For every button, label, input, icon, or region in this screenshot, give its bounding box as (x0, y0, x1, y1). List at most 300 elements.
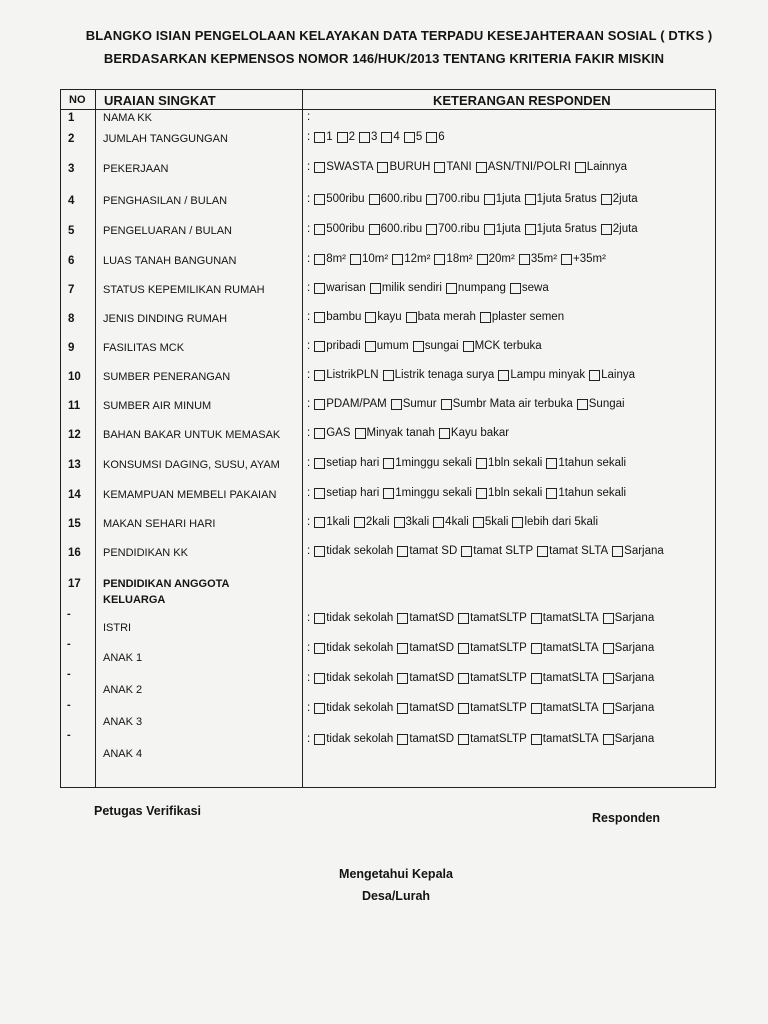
option-item[interactable] (404, 131, 422, 143)
option-item[interactable] (314, 311, 361, 323)
mengetahui-line1: Mengetahui Kepala (339, 867, 453, 881)
column-divider (95, 90, 96, 787)
mengetahui-kepala-desa (316, 863, 476, 907)
option-item[interactable] (531, 733, 599, 745)
option-item[interactable] (314, 282, 366, 294)
option-label: Minyak tanah (366, 427, 435, 439)
option-label: 1bln sekali (487, 457, 543, 469)
checkbox-icon[interactable] (426, 132, 437, 143)
checkbox-icon[interactable] (370, 283, 381, 294)
checkbox-icon[interactable] (480, 312, 491, 323)
option-item[interactable] (537, 545, 608, 557)
dash-mark: - (67, 699, 71, 711)
option-item[interactable] (484, 223, 521, 235)
checkbox-icon[interactable] (314, 458, 325, 469)
option-label: 4kali (445, 516, 469, 528)
checkbox-icon[interactable] (383, 370, 394, 381)
option-item[interactable] (314, 702, 393, 714)
option-item[interactable] (383, 369, 495, 381)
option-label: tamatSLTA (542, 702, 599, 714)
option-item[interactable] (473, 516, 509, 528)
checkbox-icon[interactable] (314, 224, 325, 235)
checkbox-icon[interactable] (484, 194, 495, 205)
response-field (307, 642, 658, 654)
checkbox-icon[interactable] (377, 162, 388, 173)
option-item[interactable] (561, 253, 606, 265)
checkbox-icon[interactable] (314, 673, 325, 684)
option-item[interactable] (531, 672, 599, 684)
option-item[interactable] (426, 131, 444, 143)
checkbox-icon[interactable] (601, 224, 612, 235)
checkbox-icon[interactable] (476, 488, 487, 499)
row-number: 15 (68, 518, 81, 530)
colon-mark: : (307, 193, 311, 205)
row-label: PENGELUARAN / BULAN (103, 225, 232, 237)
checkbox-icon[interactable] (314, 734, 325, 745)
row-label: SUMBER AIR MINUM (103, 400, 212, 412)
option-item[interactable] (383, 487, 472, 499)
checkbox-icon[interactable] (477, 254, 488, 265)
option-label: 1bln sekali (487, 487, 543, 499)
checkbox-icon[interactable] (314, 341, 325, 352)
row-label: NAMA KK (103, 112, 152, 124)
option-item[interactable] (397, 612, 454, 624)
row-number: 4 (68, 195, 75, 207)
option-item[interactable] (480, 311, 564, 323)
response-field (307, 702, 658, 714)
option-item[interactable] (397, 642, 454, 654)
checkbox-icon[interactable] (354, 517, 365, 528)
checkbox-icon[interactable] (577, 399, 588, 410)
option-label: tamat SD (409, 545, 458, 557)
option-label: +35m² (573, 253, 606, 265)
checkbox-icon[interactable] (476, 458, 487, 469)
option-label: Lainya (601, 369, 636, 381)
option-item[interactable] (498, 369, 585, 381)
checkbox-icon[interactable] (434, 162, 445, 173)
response-field (307, 427, 513, 439)
checkbox-icon[interactable] (404, 132, 415, 143)
checkbox-icon[interactable] (531, 673, 542, 684)
checkbox-icon[interactable] (525, 224, 536, 235)
option-label: 700.ribu (438, 223, 480, 235)
option-label: tamat SLTA (549, 545, 609, 557)
option-item[interactable] (394, 516, 430, 528)
option-label: ASN/TNI/POLRI (487, 161, 571, 173)
checkbox-icon[interactable] (314, 370, 325, 381)
checkbox-icon[interactable] (612, 546, 623, 557)
checkbox-icon[interactable] (426, 194, 437, 205)
option-label: SWASTA (326, 161, 374, 173)
checkbox-icon[interactable] (365, 312, 376, 323)
checkbox-icon[interactable] (337, 132, 348, 143)
option-item[interactable] (603, 642, 655, 654)
row-label: SUMBER PENERANGAN (103, 371, 231, 383)
checkbox-icon[interactable] (439, 428, 450, 439)
option-label: 20m² (488, 253, 515, 265)
row-number: 7 (68, 284, 75, 296)
checkbox-icon[interactable] (519, 254, 530, 265)
option-item[interactable] (525, 223, 597, 235)
response-field (307, 161, 631, 173)
option-label: 2juta (612, 223, 638, 235)
option-item[interactable] (433, 516, 469, 528)
row-label-line2: KELUARGA (103, 594, 166, 606)
option-item[interactable] (314, 642, 393, 654)
row-label: MAKAN SEHARI HARI (103, 518, 216, 530)
option-item[interactable] (439, 427, 509, 439)
checkbox-icon[interactable] (391, 399, 402, 410)
option-label: 18m² (446, 253, 473, 265)
checkbox-icon[interactable] (314, 488, 325, 499)
checkbox-icon[interactable] (397, 643, 408, 654)
option-item[interactable] (531, 612, 599, 624)
row-label: JENIS DINDING RUMAH (103, 313, 228, 325)
option-label: GAS (326, 427, 351, 439)
checkbox-icon[interactable] (392, 254, 403, 265)
option-item[interactable] (365, 311, 401, 323)
option-item[interactable] (601, 193, 638, 205)
checkbox-icon[interactable] (458, 673, 469, 684)
checkbox-icon[interactable] (575, 162, 586, 173)
option-item[interactable] (354, 516, 390, 528)
checkbox-icon[interactable] (441, 399, 452, 410)
colon-mark: : (307, 369, 311, 381)
row-number: 11 (68, 400, 81, 412)
checkbox-icon[interactable] (314, 132, 325, 143)
checkbox-icon[interactable] (394, 517, 405, 528)
option-item[interactable] (350, 253, 388, 265)
checkbox-icon[interactable] (433, 517, 444, 528)
dash-mark: - (67, 608, 71, 620)
checkbox-icon[interactable] (603, 734, 614, 745)
checkbox-icon[interactable] (314, 399, 325, 410)
option-item[interactable] (601, 223, 638, 235)
row-number: 16 (68, 547, 81, 559)
checkbox-icon[interactable] (397, 703, 408, 714)
checkbox-icon[interactable] (531, 734, 542, 745)
option-item[interactable] (314, 516, 350, 528)
checkbox-icon[interactable] (406, 312, 417, 323)
checkbox-icon[interactable] (589, 370, 600, 381)
option-item[interactable] (314, 398, 387, 410)
checkbox-icon[interactable] (531, 613, 542, 624)
checkbox-icon[interactable] (397, 613, 408, 624)
option-label: Sarjana (614, 733, 655, 745)
checkbox-icon[interactable] (603, 643, 614, 654)
option-item[interactable] (434, 161, 471, 173)
option-item[interactable] (426, 193, 480, 205)
checkbox-icon[interactable] (446, 283, 457, 294)
option-label: 1juta (495, 223, 521, 235)
row-label: PENDIDIKAN KK (103, 547, 188, 559)
option-item[interactable] (476, 161, 571, 173)
checkbox-icon[interactable] (383, 488, 394, 499)
option-item[interactable] (314, 733, 393, 745)
option-item[interactable] (577, 398, 625, 410)
option-item[interactable] (355, 427, 435, 439)
option-item[interactable] (314, 457, 379, 469)
option-item[interactable] (314, 193, 364, 205)
option-label: setiap hari (326, 457, 380, 469)
row-label: KEMAMPUAN MEMBELI PAKAIAN (103, 489, 277, 501)
option-label: MCK terbuka (474, 340, 542, 352)
checkbox-icon[interactable] (546, 458, 557, 469)
checkbox-icon[interactable] (314, 194, 325, 205)
option-item[interactable] (314, 253, 346, 265)
row-label: BAHAN BAKAR UNTUK MEMASAK (103, 429, 281, 441)
option-item[interactable] (434, 253, 472, 265)
option-label: tamatSD (409, 733, 455, 745)
option-label: umum (376, 340, 409, 352)
option-item[interactable] (314, 223, 364, 235)
checkbox-icon[interactable] (383, 458, 394, 469)
option-item[interactable] (397, 733, 454, 745)
option-item[interactable] (359, 131, 377, 143)
member-label: ISTRI (103, 622, 132, 634)
option-item[interactable] (484, 193, 521, 205)
dash-mark: - (67, 668, 71, 680)
checkbox-icon[interactable] (461, 546, 472, 557)
option-item[interactable] (314, 161, 373, 173)
checkbox-icon[interactable] (463, 341, 474, 352)
header-no: NO (69, 94, 86, 106)
checkbox-icon[interactable] (314, 162, 325, 173)
option-item[interactable] (525, 193, 597, 205)
checkbox-icon[interactable] (476, 162, 487, 173)
option-label: tamatSD (409, 702, 455, 714)
option-item[interactable] (458, 733, 527, 745)
checkbox-icon[interactable] (546, 488, 557, 499)
response-field (307, 311, 568, 323)
option-item[interactable] (575, 161, 627, 173)
option-item[interactable] (314, 672, 393, 684)
option-label: sungai (424, 340, 459, 352)
checkbox-icon[interactable] (381, 132, 392, 143)
checkbox-icon[interactable] (397, 673, 408, 684)
checkbox-icon[interactable] (458, 703, 469, 714)
checkbox-icon[interactable] (601, 194, 612, 205)
option-label: Sarjana (614, 672, 655, 684)
option-label: Sungai (588, 398, 625, 410)
option-label: 4 (393, 131, 400, 143)
row-number: 14 (68, 489, 81, 501)
checkbox-icon[interactable] (397, 546, 408, 557)
header-divider (61, 109, 715, 110)
response-field (307, 545, 668, 557)
option-item[interactable] (461, 545, 533, 557)
checkbox-icon[interactable] (314, 312, 325, 323)
option-item[interactable] (458, 672, 527, 684)
option-label: TANI (446, 161, 472, 173)
option-item[interactable] (314, 487, 379, 499)
option-label: Sarjana (624, 545, 664, 557)
option-item[interactable] (603, 702, 655, 714)
checkbox-icon[interactable] (314, 703, 325, 714)
option-label: Sumur (402, 398, 437, 410)
option-item[interactable] (603, 733, 655, 745)
option-item[interactable] (441, 398, 573, 410)
option-item[interactable] (612, 545, 664, 557)
option-item[interactable] (397, 545, 457, 557)
option-label: tamatSLTP (470, 612, 527, 624)
checkbox-icon[interactable] (531, 703, 542, 714)
colon-mark: : (307, 111, 311, 123)
option-label: 500ribu (326, 223, 365, 235)
checkbox-icon[interactable] (537, 546, 548, 557)
option-item[interactable] (369, 223, 423, 235)
option-item[interactable] (381, 131, 399, 143)
option-item[interactable] (589, 369, 635, 381)
response-field (307, 111, 314, 123)
row-number: 6 (68, 255, 75, 267)
checkbox-icon[interactable] (314, 254, 325, 265)
checkbox-icon[interactable] (369, 194, 380, 205)
checkbox-icon[interactable] (603, 613, 614, 624)
colon-mark: : (307, 733, 311, 745)
dash-mark: - (67, 638, 71, 650)
option-label: numpang (457, 282, 506, 294)
checkbox-icon[interactable] (510, 283, 521, 294)
checkbox-icon[interactable] (603, 703, 614, 714)
row-label: KONSUMSI DAGING, SUSU, AYAM (103, 459, 280, 471)
option-label: tamatSLTP (470, 672, 527, 684)
row-label: STATUS KEPEMILIKAN RUMAH (103, 284, 265, 296)
option-item[interactable] (458, 642, 527, 654)
option-item[interactable] (546, 487, 626, 499)
option-item[interactable] (383, 457, 472, 469)
option-label: 1minggu sekali (395, 487, 472, 499)
option-item[interactable] (314, 340, 361, 352)
column-divider (302, 90, 303, 787)
option-item[interactable] (377, 161, 430, 173)
option-item[interactable] (546, 457, 626, 469)
option-item[interactable] (397, 672, 454, 684)
option-item[interactable] (476, 487, 542, 499)
response-field (307, 398, 629, 410)
checkbox-icon[interactable] (531, 643, 542, 654)
option-label: 2kali (365, 516, 390, 528)
checkbox-icon[interactable] (359, 132, 370, 143)
option-label: tidak sekolah (326, 642, 394, 654)
option-item[interactable] (458, 702, 527, 714)
responden-label: Responden (592, 811, 661, 825)
checkbox-icon[interactable] (365, 341, 376, 352)
option-label: tamatSLTP (470, 733, 527, 745)
colon-mark: : (307, 672, 311, 684)
option-label: kayu (377, 311, 402, 323)
response-field (307, 282, 553, 294)
option-item[interactable] (519, 253, 557, 265)
option-item[interactable] (337, 131, 355, 143)
member-label: ANAK 3 (103, 716, 143, 728)
option-item[interactable] (512, 516, 598, 528)
checkbox-icon[interactable] (561, 254, 572, 265)
checkbox-icon[interactable] (512, 517, 523, 528)
checkbox-icon[interactable] (314, 283, 325, 294)
option-label: tamatSD (409, 642, 455, 654)
option-item[interactable] (531, 642, 599, 654)
option-label: tidak sekolah (326, 612, 394, 624)
checkbox-icon[interactable] (434, 254, 445, 265)
option-item[interactable] (314, 427, 350, 439)
option-label: tamatSD (409, 672, 455, 684)
checkbox-icon[interactable] (369, 224, 380, 235)
checkbox-icon[interactable] (314, 546, 325, 557)
option-item[interactable] (406, 311, 476, 323)
option-item[interactable] (463, 340, 542, 352)
option-label: lebih dari 5kali (524, 516, 598, 528)
response-field (307, 131, 449, 143)
option-item[interactable] (426, 223, 480, 235)
checkbox-icon[interactable] (603, 673, 614, 684)
option-item[interactable] (314, 545, 393, 557)
checkbox-icon[interactable] (458, 643, 469, 654)
option-item[interactable] (603, 672, 655, 684)
option-item[interactable] (314, 131, 332, 143)
option-label: 1juta (495, 193, 521, 205)
checkbox-icon[interactable] (498, 370, 509, 381)
checkbox-icon[interactable] (458, 613, 469, 624)
option-item[interactable] (392, 253, 430, 265)
option-item[interactable] (510, 282, 549, 294)
row-number: 13 (68, 459, 81, 471)
option-item[interactable] (369, 193, 423, 205)
option-item[interactable] (370, 282, 442, 294)
option-item[interactable] (397, 702, 454, 714)
response-field (307, 457, 630, 469)
option-item[interactable] (531, 702, 599, 714)
checkbox-icon[interactable] (350, 254, 361, 265)
checkbox-icon[interactable] (314, 643, 325, 654)
checkbox-icon[interactable] (397, 734, 408, 745)
option-item[interactable] (413, 340, 459, 352)
colon-mark: : (307, 516, 311, 528)
option-item[interactable] (458, 612, 527, 624)
option-item[interactable] (391, 398, 437, 410)
row-number: 10 (68, 371, 81, 383)
option-item[interactable] (314, 369, 378, 381)
option-label: bata merah (417, 311, 476, 323)
option-item[interactable] (476, 457, 542, 469)
option-label: tamatSLTA (542, 733, 599, 745)
option-label: 6 (438, 131, 445, 143)
member-label: ANAK 1 (103, 652, 143, 664)
option-label: Sarjana (614, 642, 655, 654)
option-label: tamatSLTA (542, 672, 599, 684)
checkbox-icon[interactable] (314, 428, 325, 439)
checkbox-icon[interactable] (413, 341, 424, 352)
checkbox-icon[interactable] (525, 194, 536, 205)
checkbox-icon[interactable] (314, 517, 325, 528)
option-label: Sarjana (614, 702, 655, 714)
option-item[interactable] (314, 612, 393, 624)
checkbox-icon[interactable] (458, 734, 469, 745)
option-label: 5 (415, 131, 423, 143)
option-item[interactable] (365, 340, 409, 352)
option-label: Sarjana (614, 612, 655, 624)
checkbox-icon[interactable] (355, 428, 366, 439)
colon-mark: : (307, 131, 311, 143)
checkbox-icon[interactable] (484, 224, 495, 235)
option-item[interactable] (477, 253, 515, 265)
checkbox-icon[interactable] (314, 613, 325, 624)
checkbox-icon[interactable] (473, 517, 484, 528)
option-item[interactable] (446, 282, 506, 294)
checkbox-icon[interactable] (426, 224, 437, 235)
option-label: bambu (326, 311, 362, 323)
option-item[interactable] (603, 612, 655, 624)
